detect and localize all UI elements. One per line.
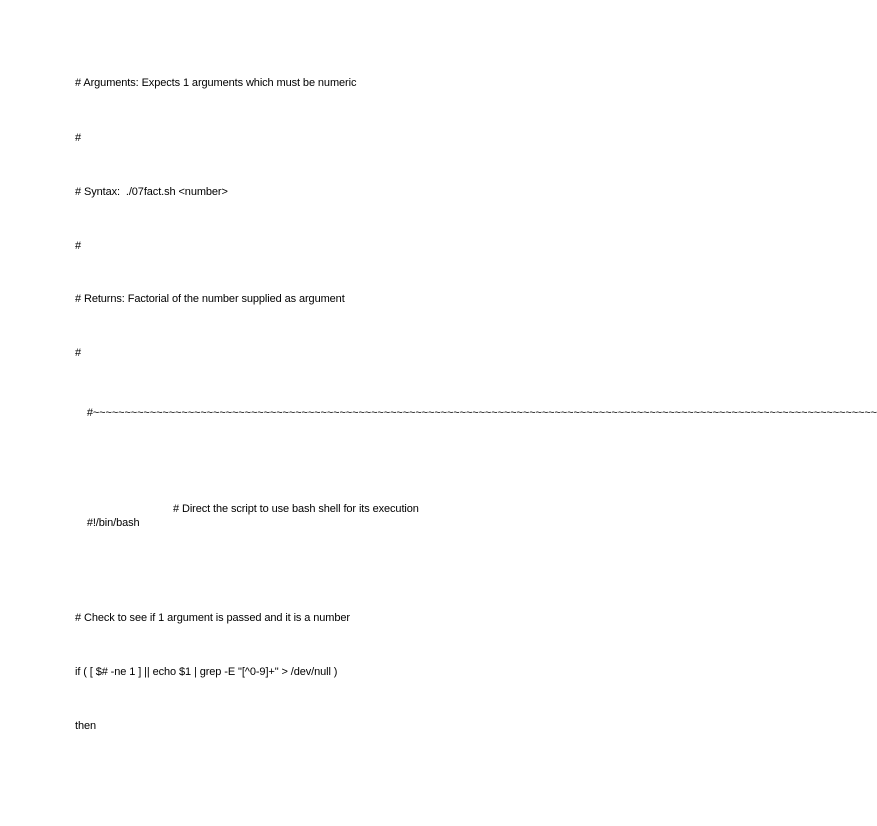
comment-separator	[75, 392, 877, 434]
comment-arguments: # Arguments: Expects 1 arguments which must be numeric	[75, 77, 357, 89]
shebang-code: #!/bin/bash	[86, 517, 140, 529]
comment-syntax: # Syntax: ./07fact.sh <number>	[75, 186, 228, 198]
then-keyword: then	[75, 720, 97, 732]
separator-text: #~~~~~~~~~~~~~~~~~~~~~~~~~~~~~~~~~~~~~~~~~~~~~~~~~~~~~~~~~~~~~~~~~~~~~~~~~~~~~~~~~~~~~~~~~~~~~~~~~~~~~~~~~~~~~~~~~~~~~~~~~~~~	[86, 407, 877, 419]
comment-returns: # Returns: Factorial of the number supplied as argument	[75, 293, 345, 305]
comment-hash-1: #	[75, 132, 82, 144]
shebang-comment: # Direct the script to use bash shell for its execution	[173, 503, 419, 515]
comment-check-argument: # Check to see if 1 argument is passed and it is a number	[75, 612, 350, 624]
shebang-line	[75, 502, 419, 558]
if-statement: if ( [ $# -ne 1 ] || echo $1 | grep -E "[^0-9]+" > /dev/null )	[75, 666, 338, 678]
comment-hash-2: #	[75, 240, 82, 252]
comment-hash-3: #	[75, 347, 82, 359]
